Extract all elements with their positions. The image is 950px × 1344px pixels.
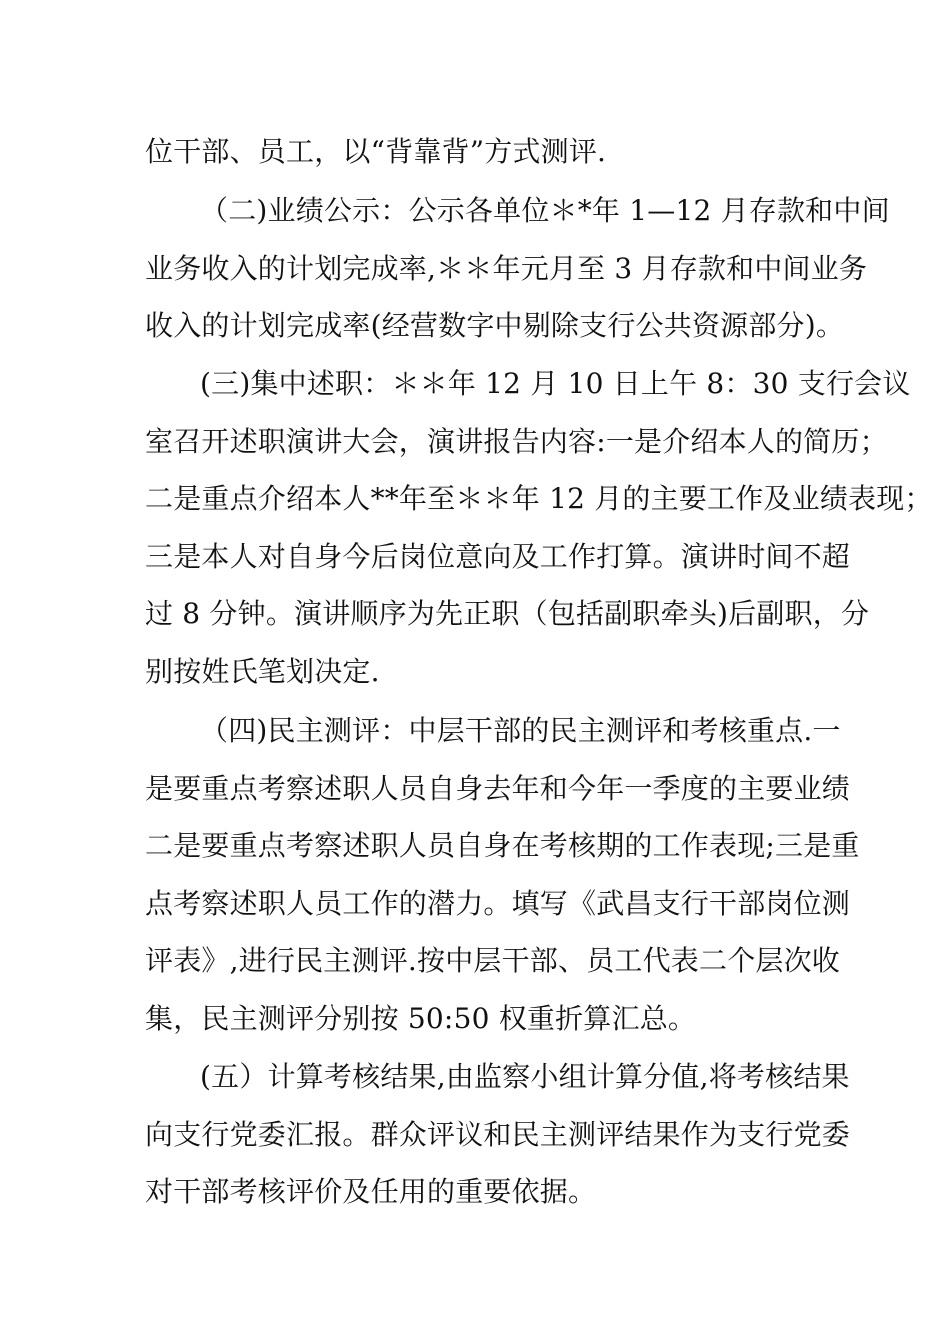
text-line: 评表》,进行民主测评.按中层干部、员工代表二个层次收 [145,944,841,977]
paragraph-2-heading-line: （二)业绩公示：公示各单位＊*年 1—12 月存款和中间 [200,194,890,227]
text-line: 收入的计划完成率(经营数字中剔除支行公共资源部分)。 [145,309,845,342]
text-line: 是要重点考察述职人员自身去年和今年一季度的主要业绩 [145,772,851,805]
text-line: 对干部考核评价及任用的重要依据。 [145,1175,597,1208]
paragraph-4-heading-line: （四)民主测评：中层干部的民主测评和考核重点.一 [200,714,841,747]
text-line: 二是重点介绍本人**年至＊＊年 12 月的主要工作及业绩表现； [145,482,933,515]
text-line: 点考察述职人员工作的潜力。填写《武昌支行干部岗位测 [145,887,851,920]
text-line: 向支行党委汇报。群众评议和民主测评结果作为支行党委 [145,1118,851,1151]
text-line: 二是要重点考察述职人员自身在考核期的工作表现;三是重 [145,829,860,862]
text-line: 室召开述职演讲大会，演讲报告内容:一是介绍本人的简历； [145,425,888,458]
text-line: 位干部、员工，以“背靠背”方式测评. [145,135,607,168]
text-line: 别按姓氏笔划决定. [145,655,380,688]
text-line: 三是本人对自身今后岗位意向及工作打算。演讲时间不超 [145,540,851,573]
text-line: 业务收入的计划完成率,＊＊年元月至 3 月存款和中间业务 [145,252,868,285]
text-line: 集，民主测评分别按 50:50 权重折算汇总。 [145,1002,697,1035]
text-line: 过 8 分钟。演讲顺序为先正职（包括副职牵头)后副职，分 [145,597,870,630]
paragraph-5-heading-line: (五）计算考核结果,由监察小组计算分值,将考核结果 [200,1060,850,1093]
paragraph-3-heading-line: (三)集中述职：＊＊年 12 月 10 日上午 8：30 支行会议 [200,367,911,400]
